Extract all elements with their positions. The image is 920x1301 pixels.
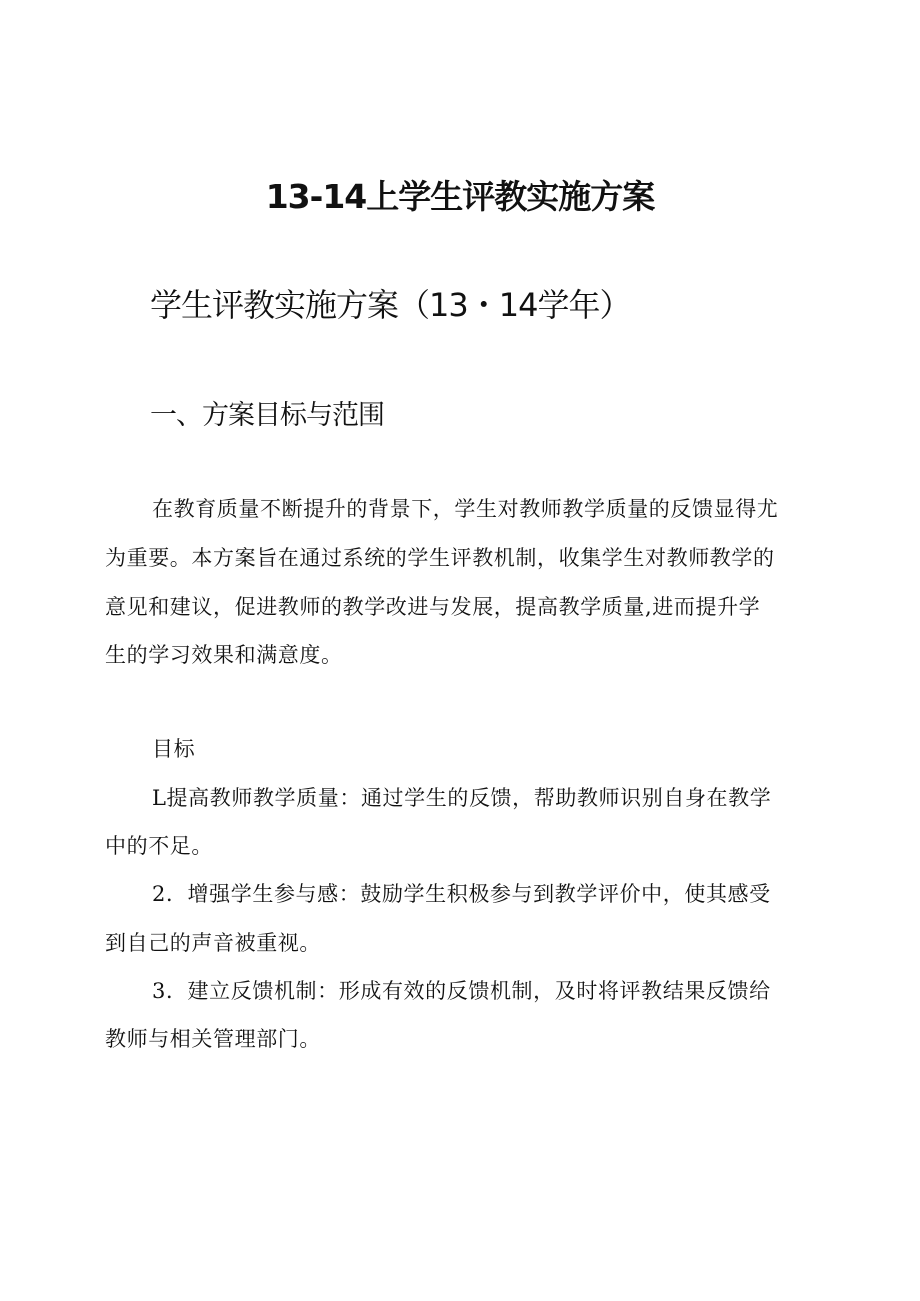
goal-item-1-line: L提高教师教学质量：通过学生的反馈，帮助教师识别自身在教学 <box>152 786 772 810</box>
section-heading-1: 一、方案目标与范围 <box>150 400 384 431</box>
goal-item-2-line: 到自己的声音被重视。 <box>105 931 321 955</box>
intro-paragraph-line: 为重要。本方案旨在通过系统的学生评教机制，收集学生对教师教学的 <box>105 546 775 570</box>
goals-label: 目标 <box>152 737 196 761</box>
intro-paragraph-line: 在教育质量不断提升的背景下，学生对教师教学质量的反馈显得尤 <box>152 497 779 521</box>
intro-paragraph-line: 生的学习效果和满意度。 <box>105 643 343 667</box>
document-title: 13-14上学生评教实施方案 <box>265 177 655 216</box>
intro-paragraph-line: 意见和建议，促进教师的教学改进与发展，提高教学质量,进而提升学 <box>105 595 761 619</box>
goal-item-3-line: 教师与相关管理部门。 <box>105 1027 321 1051</box>
goal-item-3-line: 3．建立反馈机制：形成有效的反馈机制，及时将评教结果反馈给 <box>152 979 771 1003</box>
document-subtitle: 学生评教实施方案（13・14学年） <box>150 286 631 324</box>
goal-item-2-line: 2．增强学生参与感：鼓励学生积极参与到教学评价中，使其感受 <box>152 882 771 906</box>
goal-item-1-line: 中的不足。 <box>105 834 213 858</box>
